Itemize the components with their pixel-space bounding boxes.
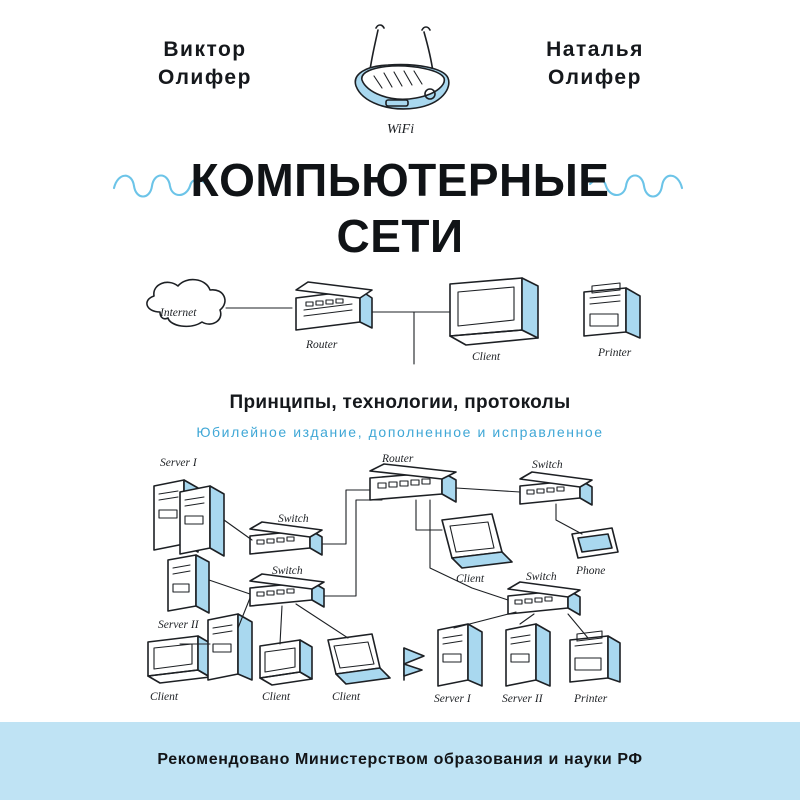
author-right <box>500 36 690 93</box>
label-client-top: Client <box>472 351 501 363</box>
subtitle-secondary: Юбилейное издание, дополненное и исправленное <box>196 424 604 440</box>
antenna-left-icon <box>370 30 378 70</box>
label-server-1-top: Server I <box>160 457 197 469</box>
link-switchlower-router <box>324 500 382 596</box>
author-right-last: Олифер <box>548 66 642 90</box>
author-right-first: Наталья <box>546 38 644 61</box>
diagram-main <box>120 448 690 710</box>
label-server-1-bottom: Server I <box>434 693 471 705</box>
client-bottom-3-icon <box>328 634 390 684</box>
label-client-bottom-1: Client <box>150 691 179 703</box>
footer-text: Рекомендовано Министерством образования и науки РФ <box>157 751 643 768</box>
label-switch-top-right: Switch <box>532 459 563 471</box>
server-2-bottom-icon <box>506 624 550 686</box>
diagram-main-svg <box>120 448 690 710</box>
server-1-bottom-icon <box>438 624 482 686</box>
wifi-label: WiFi <box>386 122 415 137</box>
antenna-left-tip-icon <box>376 25 384 28</box>
client-monitor-icon <box>450 278 538 345</box>
label-router-center: Router <box>382 453 414 465</box>
link-client2-switchlower <box>280 606 282 644</box>
author-left <box>110 36 300 93</box>
title-line-2: СЕТИ <box>336 210 464 263</box>
link-switchupper-router <box>322 490 370 544</box>
link-router-laptop <box>416 500 442 530</box>
link-server2-switch <box>209 580 250 594</box>
wifi-router-illustration <box>318 18 483 143</box>
title-line-1: КОМПЬЮТЕРНЫЕ <box>190 154 610 206</box>
diagram-top-svg <box>120 268 680 368</box>
diagram-top <box>120 268 680 368</box>
antenna-right-tip-icon <box>422 27 430 30</box>
label-client-bottom-3: Client <box>332 691 361 703</box>
flag-marker-icon <box>404 648 424 680</box>
label-router-top: Router <box>306 339 338 351</box>
label-server-2-bottom: Server II <box>502 693 543 705</box>
link-server2b-switchrl <box>520 614 534 624</box>
link-switchtr-phone <box>556 504 582 534</box>
printer-icon <box>584 283 640 338</box>
label-client-bottom-2: Client <box>262 691 291 703</box>
switch-top-right-icon <box>520 472 592 505</box>
link-router-switchtr <box>456 488 520 492</box>
label-internet: Internet <box>160 307 197 319</box>
author-left-first: Виктор <box>163 38 247 61</box>
label-client-center: Client <box>456 573 485 585</box>
router-center-icon <box>370 464 456 502</box>
pc-tower-bottom-icon <box>208 614 252 680</box>
switch-left-upper-icon <box>250 522 322 555</box>
link-router-bus <box>372 312 414 364</box>
printer-bottom-icon <box>570 631 620 682</box>
label-printer-top: Printer <box>598 347 632 359</box>
switch-right-lower-icon <box>508 582 580 615</box>
subtitle: Принципы, технологии, протоколы <box>229 392 571 413</box>
author-left-last: Олифер <box>158 66 252 90</box>
label-switch-left-lower: Switch <box>272 565 303 577</box>
laptop-client-icon <box>442 514 512 568</box>
label-phone: Phone <box>576 565 606 577</box>
label-switch-left-upper: Switch <box>278 513 309 525</box>
server-1-top-b-icon <box>180 486 224 556</box>
label-switch-right-lower: Switch <box>526 571 557 583</box>
label-printer-bottom: Printer <box>574 693 608 705</box>
link-client3-switchlower <box>296 604 348 638</box>
router-device-icon <box>296 282 372 330</box>
client-bottom-2-icon <box>260 640 312 685</box>
link-server1-switch <box>224 520 252 540</box>
label-server-2: Server II <box>158 619 199 631</box>
footer-band <box>0 722 800 800</box>
link-server1b-switchrl <box>454 612 516 628</box>
page-title <box>0 152 800 264</box>
switch-left-lower-icon <box>250 574 324 607</box>
server-2-icon <box>168 555 209 613</box>
client-bottom-1-icon <box>148 636 210 683</box>
internet-cloud-icon <box>147 280 225 327</box>
